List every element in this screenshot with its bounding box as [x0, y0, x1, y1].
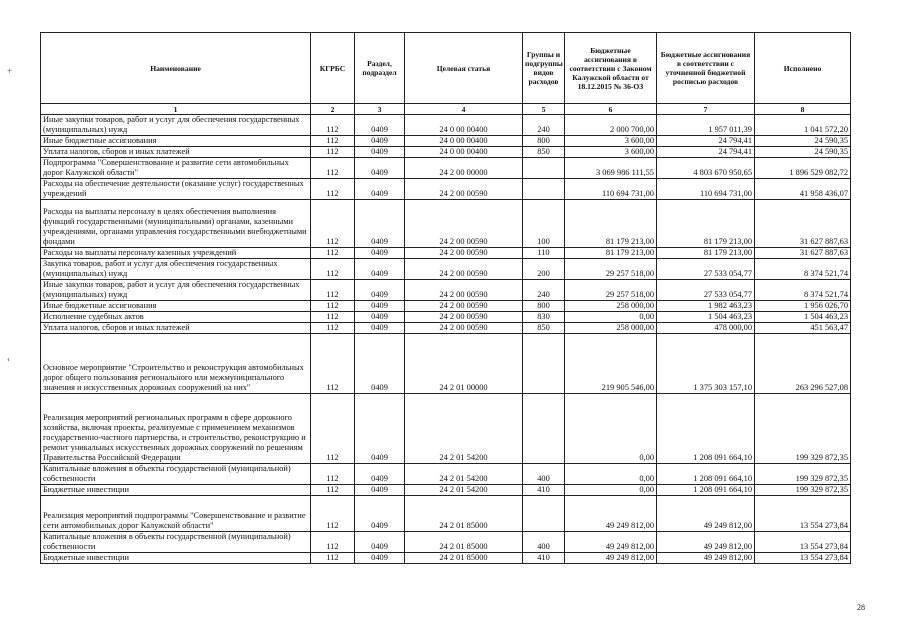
cell-plan: 49 249 812,00 — [657, 553, 755, 564]
cell-article: 24 2 00 00590 — [405, 280, 523, 301]
cell-name: Бюджетные инвестиции — [41, 485, 311, 496]
cell-group: 410 — [523, 553, 565, 564]
cell-kgrbs: 112 — [311, 464, 355, 485]
cell-done: 199 329 872,35 — [755, 394, 851, 464]
column-number-row — [41, 104, 851, 115]
cell-name: Расходы на выплаты персоналу в целях обеспечения выполнения функций государственными (муниципальными) органами, казенными учреждениями, органами управления государственными внебюджетными фондами — [41, 200, 311, 248]
cell-name: Иные закупки товаров, работ и услуг для обеспечения государственных (муниципальных) нужд — [41, 115, 311, 136]
cell-done: 8 374 521,74 — [755, 259, 851, 280]
cell-name: Расходы на обеспечение деятельности (оказание услуг) государственных учреждений — [41, 179, 311, 200]
header-done: Исполнено — [755, 33, 851, 104]
cell-done: 1 896 529 082,72 — [755, 158, 851, 179]
cell-kgrbs: 112 — [311, 115, 355, 136]
cell-kgrbs: 112 — [311, 147, 355, 158]
column-number: 5 — [523, 104, 565, 115]
cell-razdel: 0409 — [355, 334, 405, 394]
cell-name: Иные бюджетные ассигнования — [41, 301, 311, 312]
cell-law: 49 249 812,00 — [565, 496, 657, 532]
cell-name: Исполнение судебных актов — [41, 312, 311, 323]
cell-group: 110 — [523, 248, 565, 259]
header-group: Группы и подгруппы видов расходов — [523, 33, 565, 104]
cell-name: Уплата налогов, сборов и иных платежей — [41, 323, 311, 334]
table-row — [41, 323, 851, 334]
cell-plan: 1 208 091 664,10 — [657, 485, 755, 496]
cell-razdel: 0409 — [355, 280, 405, 301]
cell-kgrbs: 112 — [311, 334, 355, 394]
cell-group — [523, 334, 565, 394]
table-row — [41, 464, 851, 485]
cell-razdel: 0409 — [355, 115, 405, 136]
cell-name: Иные бюджетные ассигнования — [41, 136, 311, 147]
cell-done: 1 956 026,70 — [755, 301, 851, 312]
table-row — [41, 394, 851, 464]
cell-group: 410 — [523, 485, 565, 496]
cell-plan: 110 694 731,00 — [657, 179, 755, 200]
cell-group: 240 — [523, 280, 565, 301]
cell-law: 3 069 986 111,55 — [565, 158, 657, 179]
cell-article: 24 2 00 00000 — [405, 158, 523, 179]
cell-group: 800 — [523, 301, 565, 312]
cell-group: 240 — [523, 115, 565, 136]
cell-done: 8 374 521,74 — [755, 280, 851, 301]
cell-done: 263 296 527,08 — [755, 334, 851, 394]
cell-law: 29 257 518,00 — [565, 259, 657, 280]
cell-law: 29 257 518,00 — [565, 280, 657, 301]
cell-name: Реализация мероприятий подпрограммы "Совершенствование и развитие сети автомобильных дорог Калужской области" — [41, 496, 311, 532]
cell-article: 24 2 00 00590 — [405, 312, 523, 323]
cell-article: 24 0 00 00400 — [405, 147, 523, 158]
cell-done: 31 627 887,63 — [755, 200, 851, 248]
cell-law: 49 249 812,00 — [565, 532, 657, 553]
cell-razdel: 0409 — [355, 553, 405, 564]
cell-done: 1 041 572,20 — [755, 115, 851, 136]
cell-razdel: 0409 — [355, 179, 405, 200]
cell-law: 3 600,00 — [565, 147, 657, 158]
cell-law: 258 000,00 — [565, 301, 657, 312]
cell-plan: 49 249 812,00 — [657, 532, 755, 553]
cell-article: 24 2 01 54200 — [405, 485, 523, 496]
header-law: Бюджетные ассигнования в соответствии с Законом Калужской области от 18.12.2015 № 36-ОЗ — [565, 33, 657, 104]
cell-group: 200 — [523, 259, 565, 280]
column-number: 2 — [311, 104, 355, 115]
cell-razdel: 0409 — [355, 158, 405, 179]
cell-kgrbs: 112 — [311, 259, 355, 280]
cell-razdel: 0409 — [355, 259, 405, 280]
cell-article: 24 2 00 00590 — [405, 259, 523, 280]
cell-group — [523, 158, 565, 179]
header-article: Целевая статья — [405, 33, 523, 104]
table-row — [41, 115, 851, 136]
cell-name: Бюджетные инвестиции — [41, 553, 311, 564]
cell-plan: 1 375 303 157,10 — [657, 334, 755, 394]
cell-done: 1 504 463,23 — [755, 312, 851, 323]
cell-plan: 24 794,41 — [657, 147, 755, 158]
column-number: 6 — [565, 104, 657, 115]
cell-razdel: 0409 — [355, 532, 405, 553]
cell-razdel: 0409 — [355, 301, 405, 312]
cell-kgrbs: 112 — [311, 553, 355, 564]
cell-plan: 27 533 054,77 — [657, 259, 755, 280]
cell-done: 13 554 273,84 — [755, 553, 851, 564]
cell-kgrbs: 112 — [311, 200, 355, 248]
cell-law: 0,00 — [565, 485, 657, 496]
cell-name: Расходы на выплаты персоналу казенных учреждений — [41, 248, 311, 259]
cell-law: 49 249 812,00 — [565, 553, 657, 564]
table-row — [41, 532, 851, 553]
column-number: 4 — [405, 104, 523, 115]
cell-razdel: 0409 — [355, 496, 405, 532]
cell-law: 2 000 700,00 — [565, 115, 657, 136]
table-row — [41, 312, 851, 323]
cell-article: 24 2 00 00590 — [405, 301, 523, 312]
cell-plan: 24 794,41 — [657, 136, 755, 147]
cell-law: 0,00 — [565, 464, 657, 485]
header-kgrbs: КГРБС — [311, 33, 355, 104]
cell-kgrbs: 112 — [311, 312, 355, 323]
cell-law: 81 179 213,00 — [565, 248, 657, 259]
cell-plan: 27 533 054,77 — [657, 280, 755, 301]
cell-kgrbs: 112 — [311, 179, 355, 200]
cell-article: 24 2 01 85000 — [405, 496, 523, 532]
table-row — [41, 496, 851, 532]
cell-group: 400 — [523, 464, 565, 485]
cell-done: 199 329 872,35 — [755, 464, 851, 485]
cell-law: 110 694 731,00 — [565, 179, 657, 200]
cell-plan: 49 249 812,00 — [657, 496, 755, 532]
cell-razdel: 0409 — [355, 147, 405, 158]
cell-article: 24 2 00 00590 — [405, 179, 523, 200]
cell-article: 24 2 00 00590 — [405, 323, 523, 334]
column-number: 3 — [355, 104, 405, 115]
cell-plan: 1 957 011,39 — [657, 115, 755, 136]
cell-kgrbs: 112 — [311, 496, 355, 532]
cell-law: 219 905 546,00 — [565, 334, 657, 394]
cell-article: 24 2 01 54200 — [405, 464, 523, 485]
table-row — [41, 259, 851, 280]
cell-group: 850 — [523, 323, 565, 334]
cell-name: Реализация мероприятий региональных программ в сфере дорожного хозяйства, включая проекты, реализуемые с применением механизмов государственно-частного партнерства, и строительство, реконструкцию и ремонт уникальных искусственных дорожных сооружений по решениям Правительства Российской Федерации — [41, 394, 311, 464]
column-number: 1 — [41, 104, 311, 115]
cell-kgrbs: 112 — [311, 136, 355, 147]
cell-done: 451 563,47 — [755, 323, 851, 334]
cell-plan: 81 179 213,00 — [657, 200, 755, 248]
table-row — [41, 136, 851, 147]
cell-plan: 4 803 670 950,65 — [657, 158, 755, 179]
cell-group — [523, 496, 565, 532]
cell-plan: 1 982 463,23 — [657, 301, 755, 312]
cell-group: 100 — [523, 200, 565, 248]
cell-kgrbs: 112 — [311, 301, 355, 312]
cell-article: 24 2 01 85000 — [405, 553, 523, 564]
table-row — [41, 179, 851, 200]
cell-razdel: 0409 — [355, 464, 405, 485]
cell-razdel: 0409 — [355, 323, 405, 334]
cell-law: 258 000,00 — [565, 323, 657, 334]
cell-plan: 478 000,00 — [657, 323, 755, 334]
cell-plan: 1 208 091 664,10 — [657, 394, 755, 464]
header-razdel: Раздел, подраздел — [355, 33, 405, 104]
cell-done: 41 958 436,07 — [755, 179, 851, 200]
cell-done: 31 627 887,63 — [755, 248, 851, 259]
cell-group — [523, 394, 565, 464]
cell-name: Основное мероприятие "Строительство и реконструкция автомобильных дорог общего пользования регионального или межмуниципального значения и искусственных дорожных сооружений на них" — [41, 334, 311, 394]
cell-article: 24 2 01 54200 — [405, 394, 523, 464]
cell-plan: 81 179 213,00 — [657, 248, 755, 259]
cell-plan: 1 208 091 664,10 — [657, 464, 755, 485]
header-row — [41, 33, 851, 104]
header-name: Наименование — [41, 33, 311, 104]
cell-razdel: 0409 — [355, 394, 405, 464]
cell-done: 24 590,35 — [755, 147, 851, 158]
cell-law: 81 179 213,00 — [565, 200, 657, 248]
cell-done: 13 554 273,84 — [755, 496, 851, 532]
cell-done: 24 590,35 — [755, 136, 851, 147]
table-body — [41, 115, 851, 564]
table-row — [41, 200, 851, 248]
table-row — [41, 280, 851, 301]
cell-kgrbs: 112 — [311, 532, 355, 553]
cell-name: Подпрограмма "Совершенствование и развитие сети автомобильных дорог Калужской области" — [41, 158, 311, 179]
cell-group — [523, 179, 565, 200]
cell-done: 199 329 872,35 — [755, 485, 851, 496]
cell-done: 13 554 273,84 — [755, 532, 851, 553]
cell-kgrbs: 112 — [311, 248, 355, 259]
column-number: 7 — [657, 104, 755, 115]
cell-article: 24 2 00 00590 — [405, 200, 523, 248]
cell-razdel: 0409 — [355, 136, 405, 147]
cell-kgrbs: 112 — [311, 280, 355, 301]
header-plan: Бюджетные ассигнования в соответствии с уточненной бюджетной росписью расходов — [657, 33, 755, 104]
cell-group: 800 — [523, 136, 565, 147]
cell-kgrbs: 112 — [311, 323, 355, 334]
cell-name: Уплата налогов, сборов и иных платежей — [41, 147, 311, 158]
cell-article: 24 2 01 00000 — [405, 334, 523, 394]
cell-law: 0,00 — [565, 394, 657, 464]
cell-name: Капитальные вложения в объекты государственной (муниципальной) собственности — [41, 464, 311, 485]
table-row — [41, 248, 851, 259]
cell-razdel: 0409 — [355, 200, 405, 248]
column-number: 8 — [755, 104, 851, 115]
page-number: 28 — [857, 603, 865, 612]
cell-name: Капитальные вложения в объекты государственной (муниципальной) собственности — [41, 532, 311, 553]
cell-razdel: 0409 — [355, 485, 405, 496]
table-row — [41, 334, 851, 394]
cell-law: 3 600,00 — [565, 136, 657, 147]
table-row — [41, 485, 851, 496]
margin-mark: + — [7, 66, 13, 76]
table-row — [41, 158, 851, 179]
cell-razdel: 0409 — [355, 248, 405, 259]
cell-kgrbs: 112 — [311, 485, 355, 496]
margin-mark: ‹ — [7, 354, 10, 364]
cell-plan: 1 504 463,23 — [657, 312, 755, 323]
cell-name: Иные закупки товаров, работ и услуг для обеспечения государственных (муниципальных) нужд — [41, 280, 311, 301]
table-row — [41, 553, 851, 564]
cell-kgrbs: 112 — [311, 158, 355, 179]
cell-group: 830 — [523, 312, 565, 323]
cell-article: 24 0 00 00400 — [405, 115, 523, 136]
cell-article: 24 2 00 00590 — [405, 248, 523, 259]
table-row — [41, 301, 851, 312]
table-row — [41, 147, 851, 158]
cell-kgrbs: 112 — [311, 394, 355, 464]
cell-law: 0,00 — [565, 312, 657, 323]
cell-razdel: 0409 — [355, 312, 405, 323]
cell-article: 24 2 01 85000 — [405, 532, 523, 553]
cell-name: Закупка товаров, работ и услуг для обеспечения государственных (муниципальных) нужд — [41, 259, 311, 280]
cell-article: 24 0 00 00400 — [405, 136, 523, 147]
cell-group: 400 — [523, 532, 565, 553]
cell-group: 850 — [523, 147, 565, 158]
budget-table — [40, 32, 851, 564]
